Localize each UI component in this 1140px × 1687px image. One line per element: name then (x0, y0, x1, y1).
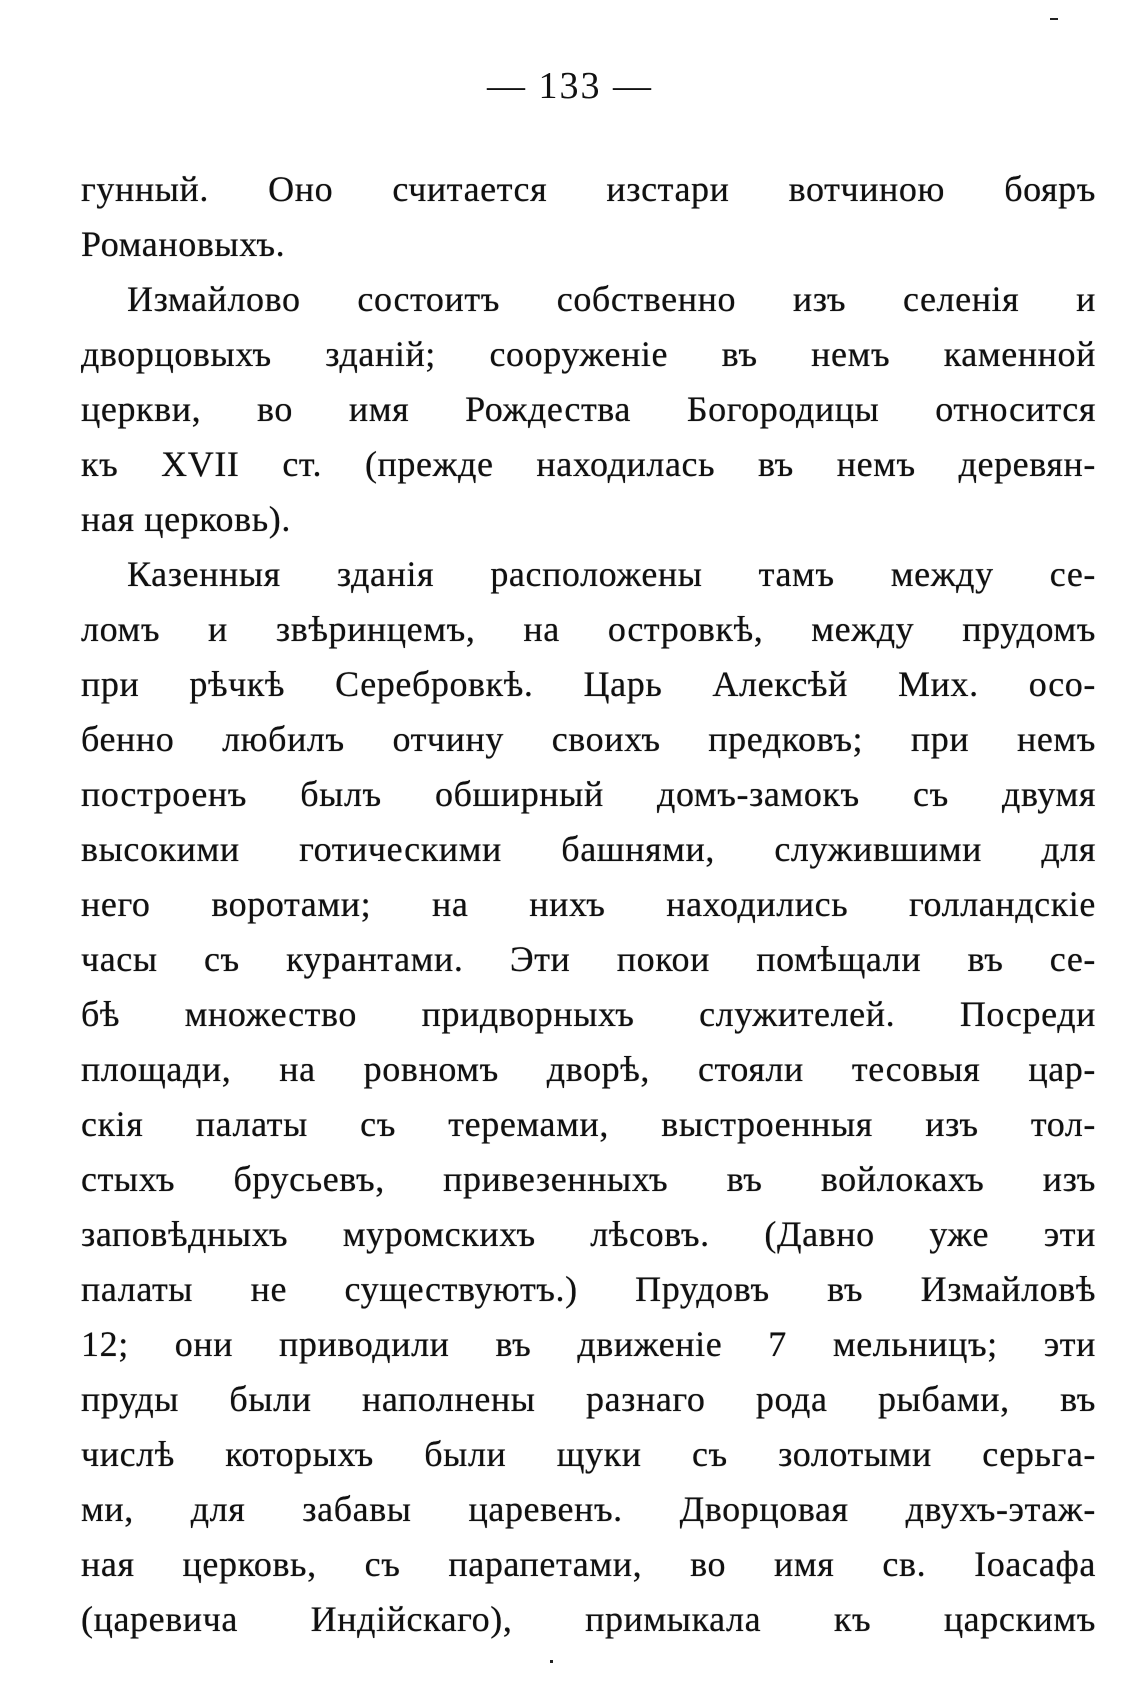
text-line: заповѣдныхъ муромскихъ лѣсовъ. (Давно уже эти (81, 1214, 1096, 1254)
text-line: гунный. Оно считается изстари вотчиною бояръ (81, 169, 1096, 209)
text-line: ная церковь, съ парапетами, во имя св. Іоасафа (81, 1544, 1096, 1584)
text-line: (царевича Индійскаго), примыкала къ царскимъ (81, 1599, 1096, 1639)
text-line: числѣ которыхъ были щуки съ золотыми серьга- (81, 1434, 1096, 1474)
paragraph-first-line: Измайлово состоитъ собственно изъ селенія и (127, 279, 1096, 319)
scan-speck (550, 1660, 553, 1663)
text-line: церкви, во имя Рождества Богородицы относится (81, 389, 1096, 429)
text-line: стыхъ брусьевъ, привезенныхъ въ войлокахъ изъ (81, 1159, 1096, 1199)
text-line: скія палаты съ теремами, выстроенныя изъ тол- (81, 1104, 1096, 1144)
text-line: ная церковь). (81, 499, 291, 539)
text-line: къ XVII ст. (прежде находилась въ немъ деревян- (81, 444, 1096, 484)
text-line: бѣ множество придворныхъ служителей. Посреди (81, 994, 1096, 1034)
text-line: при рѣчкѣ Серебровкѣ. Царь Алексѣй Мих. осо- (81, 664, 1096, 704)
text-line: высокими готическими башнями, служившими для (81, 829, 1096, 869)
text-line: Романовыхъ. (81, 224, 286, 264)
paragraph-first-line: Казенныя зданія расположены тамъ между се- (127, 554, 1096, 594)
text-line: построенъ былъ обширный домъ-замокъ съ двумя (81, 774, 1096, 814)
text-line: палаты не существуютъ.) Прудовъ въ Измайловѣ (81, 1269, 1096, 1309)
text-line: пруды были наполнены разнаго рода рыбами, въ (81, 1379, 1096, 1419)
page-number: — 133 — (487, 65, 653, 107)
text-line: бенно любилъ отчину своихъ предковъ; при немъ (81, 719, 1096, 759)
text-line: часы съ курантами. Эти покои помѣщали въ се- (81, 939, 1096, 979)
text-line: ломъ и звѣринцемъ, на островкѣ, между прудомъ (81, 609, 1096, 649)
text-line: него воротами; на нихъ находились голландскіе (81, 884, 1096, 924)
text-line: площади, на ровномъ дворѣ, стояли тесовыя цар- (81, 1049, 1096, 1089)
text-line: ми, для забавы царевенъ. Дворцовая двухъ-этаж- (81, 1489, 1096, 1529)
body-text (81, 162, 1096, 1647)
text-line: дворцовыхъ зданій; сооруженіе въ немъ каменной (81, 334, 1096, 374)
scan-speck (1050, 18, 1058, 20)
text-line: 12; они приводили въ движеніе 7 мельницъ; эти (81, 1324, 1096, 1364)
